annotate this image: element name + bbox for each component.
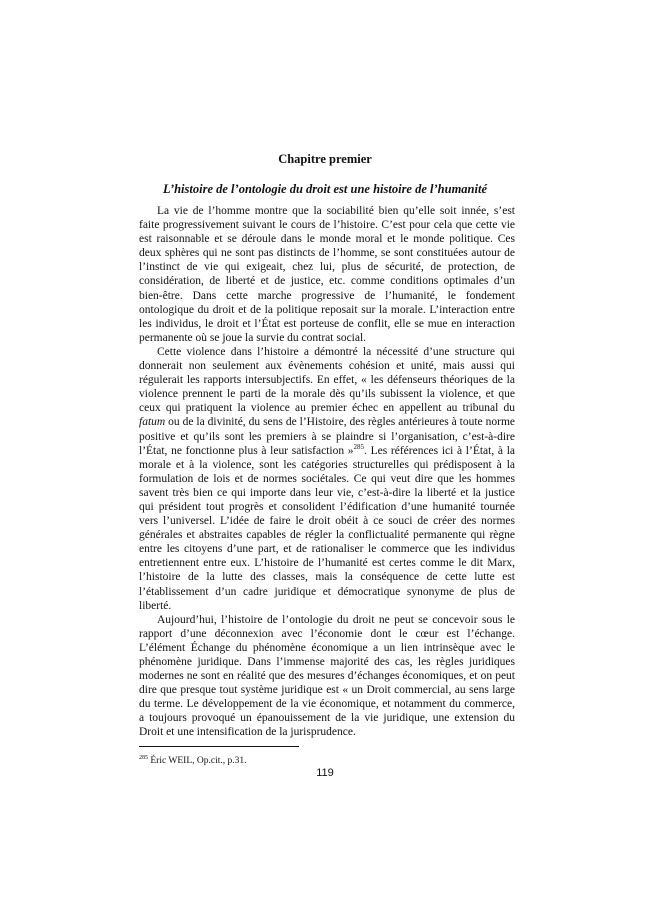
chapter-title: L’histoire de l’ontologie du droit est une histoire de l’humanité — [163, 182, 487, 196]
paragraph-2-text-a: Cette violence dans l’histoire a démontré la nécessité d’une structure qui donnerait non seulement aux évènements cohésion et unité, mais aussi qui régulerait les rapports intersubjectifs. En effet, « les défenseurs théoriques de la violence prennent le parti de la morale dès qu’ils subissent la violence, et que ceux qui pratiquent la violence au premier échec en appellent au tribunal du — [139, 345, 515, 415]
paragraph-2-text-c: . Les références ici à l’État, à la morale et à la violence, sont les catégories structurelles qui prédisposent à la formulation de lois et de normes sociétales. Ce qui veut dire que les hommes savent très bien ce qui importe dans leur vie, c’est-à-dire la liberté et la justice qui président tout progrès et consolident l’édification d’une humanité tournée vers l’universel. L’idée de faire le droit obéit à ce souci de créer des normes générales et abstraites capables de régler la conflictualité permanente qui règne entre les citoyens d’une part, et de rationaliser le commerce que les individus entretiennent entre eux. L’histoire de l’humanité est certes comme le dit Marx, l’histoire de la lutte des classes, mais la conséquence de cette lutte est l’établissement d’un cadre juridique et démocratique synonyme de plus de liberté. — [139, 444, 515, 612]
page-number: 119 — [316, 767, 334, 779]
paragraph-1: La vie de l’homme montre que la sociabilité bien qu’elle soit innée, s’est faite progressivement suivant le cours de l’histoire. C’est pour cela que cette vie est raisonnable et se déroule dans le monde moral et le monde politique. Ces deux sphères qui ne sont pas distincts de l’homme, se sont constituées autour de l’instinct de vie qui exigeait, chez lui, plus de sécurité, de protection, de considération, de liberté et de justice, etc. comme conditions optimales d’un bien-être. Dans cette marche progressive de l’humanité, le fondement ontologique du droit et de la politique reposait sur la morale. L’interaction entre les individus, le droit et l’État est porteuse de conflit, elle se mue en interaction permanente où se joue la survie du contrat social. — [139, 205, 515, 344]
body-text — [139, 204, 515, 740]
paragraph-2 — [139, 345, 515, 613]
paragraph-3: Aujourd’hui, l’histoire de l’ontologie du droit ne peut se concevoir sous le rapport d’une déconnexion avec l’économie dont le cœur est l’échange. L’élément Échange du phénomène économique a un lien intrinsèque avec le phénomène juridique. Dans l’immense majorité des cas, les règles juridiques modernes ne sont en réalité que des mesures d’échanges économiques, et on peut dire que presque tout système juridique est « un Droit commercial, au sens large du terme. Le développement de la vie économique, et notamment du commerce, a toujours provoqué un épanouissement de la vie juridique, une extension du Droit et une intensification de la jurisprudence. — [139, 613, 515, 739]
footnote-reference: 285 — [353, 442, 365, 451]
paragraph-2-text-b: ou de la divinité, du sens de l’Histoire, des règles antérieures à toute norme positive et qu’ils sont les premiers à se plaindre si l’organisation, c’est-à-dire l’État, ne fonctionne plus à leur satisfaction » — [139, 416, 515, 457]
footnote-text: Éric WEIL, Op.cit., p.31. — [148, 756, 247, 767]
chapter-heading: Chapitre premier — [278, 152, 372, 166]
footnote-number: 285 — [139, 755, 148, 761]
footnote — [139, 752, 515, 767]
footnote-divider — [139, 746, 299, 747]
fatum-italic: fatum — [139, 416, 166, 429]
